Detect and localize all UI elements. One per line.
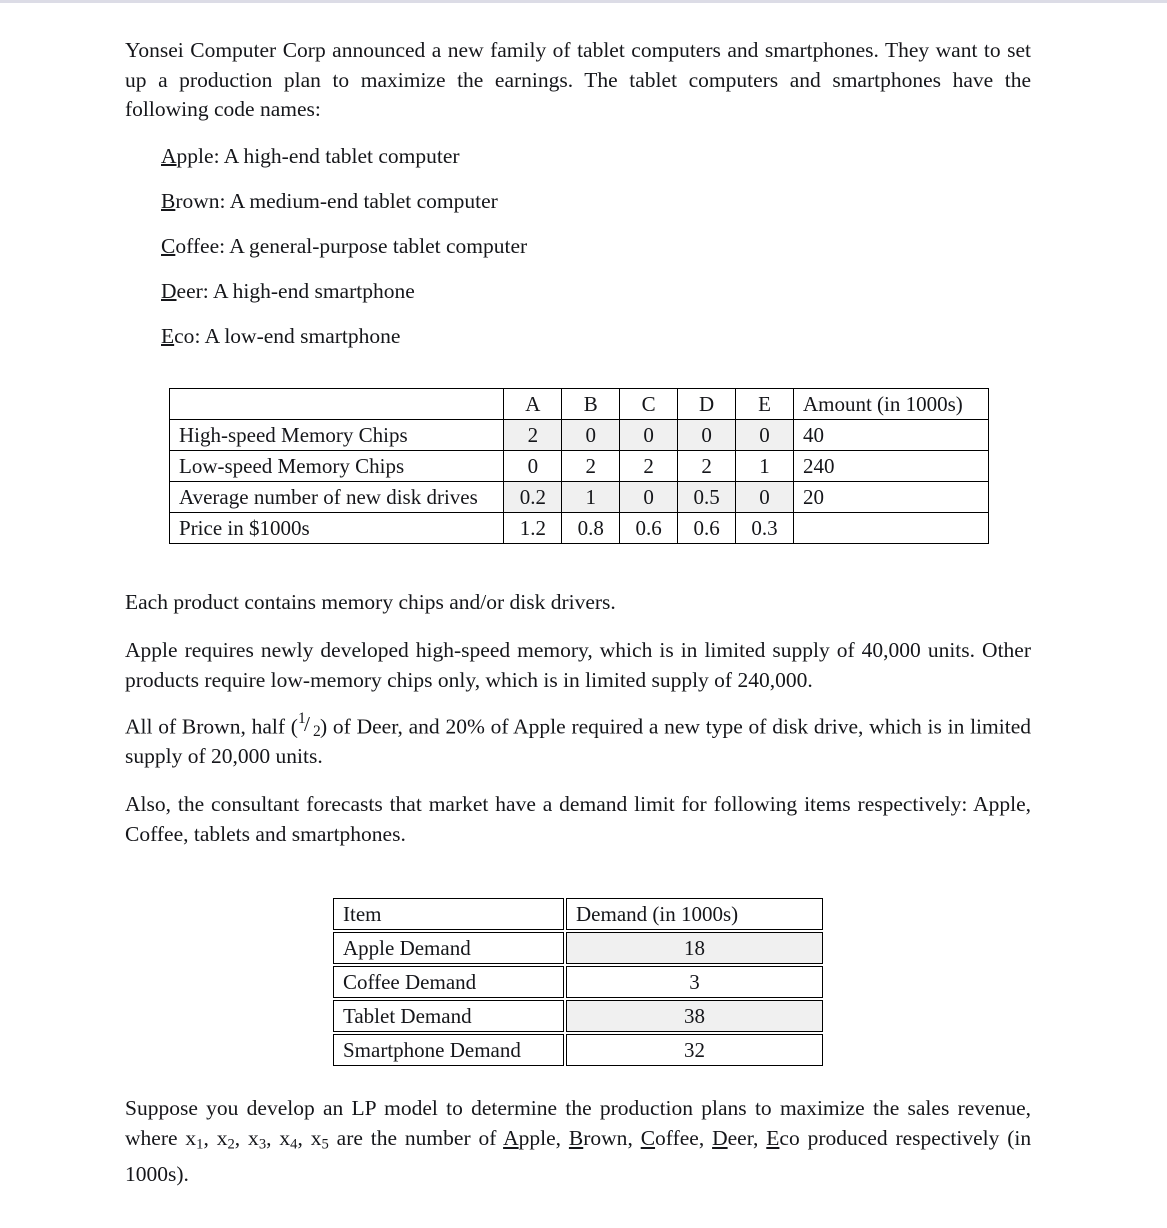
final-name-eco-initial: E: [766, 1125, 780, 1150]
cell-low-speed-e: 1: [736, 451, 794, 482]
table-row: [333, 1000, 823, 1032]
cell-disk-drives-b: 1: [562, 482, 620, 513]
final-sep-3: ,: [698, 1125, 713, 1150]
header-col-amount: Amount (in 1000s): [793, 389, 988, 420]
cell-disk-drives-amount: 20: [793, 482, 988, 513]
code-name-brown-rest: rown: [175, 189, 220, 213]
code-name-coffee-initial: C: [161, 234, 176, 258]
final-name-coffee-rest: offee: [655, 1125, 699, 1150]
subscript-x2: 2: [227, 1136, 235, 1153]
cell-low-speed-c: 2: [620, 451, 678, 482]
code-name-eco-rest: co: [174, 324, 195, 348]
demand-item-tablet: Tablet Demand: [333, 1000, 564, 1032]
table-header-row: [170, 389, 989, 420]
code-name-deer: [125, 277, 1031, 306]
subscript-x1: 1: [196, 1136, 204, 1153]
cell-low-speed-b: 2: [562, 451, 620, 482]
code-name-deer-rest: eer: [176, 279, 203, 303]
final-name-deer-initial: D: [712, 1125, 728, 1150]
cell-price-a: 1.2: [504, 513, 562, 544]
demand-item-smartphone: Smartphone Demand: [333, 1034, 564, 1066]
code-name-eco: [125, 322, 1031, 351]
final-sep-4: ,: [753, 1125, 767, 1150]
cell-low-speed-a: 0: [504, 451, 562, 482]
code-name-eco-initial: E: [161, 324, 175, 348]
header-col-d: D: [678, 389, 736, 420]
cell-price-b: 0.8: [562, 513, 620, 544]
final-text-pre: Suppose you develop an LP model to determine the production plans to maximize the sales revenue, where x: [125, 1096, 1031, 1150]
final-name-brown-initial: B: [568, 1125, 584, 1150]
demand-value-smartphone: 32: [566, 1034, 823, 1066]
paragraph-disk-drive: [125, 709, 1031, 772]
cell-high-speed-b: 0: [562, 420, 620, 451]
demand-header-value: Demand (in 1000s): [566, 898, 823, 930]
final-name-apple-rest: pple: [518, 1125, 556, 1150]
final-sep-2: ,: [627, 1125, 641, 1150]
code-name-apple-desc: : A high-end tablet computer: [213, 144, 460, 168]
cell-price-c: 0.6: [620, 513, 678, 544]
fraction-slash: /: [303, 711, 310, 736]
cell-high-speed-c: 0: [620, 420, 678, 451]
final-name-deer-rest: eer: [727, 1125, 754, 1150]
final-paragraph: [125, 1094, 1031, 1189]
demand-table: [331, 896, 825, 1068]
cell-low-speed-d: 2: [678, 451, 736, 482]
table-row: [170, 482, 989, 513]
code-name-apple-rest: pple: [176, 144, 214, 168]
cell-high-speed-amount: 40: [793, 420, 988, 451]
fraction-denominator: 2: [312, 722, 321, 740]
paragraph-each-product: Each product contains memory chips and/or disk drivers.: [125, 590, 616, 614]
code-name-coffee: [125, 232, 1031, 261]
code-name-apple-initial: A: [161, 144, 177, 168]
intro-paragraph: Yonsei Computer Corp announced a new family of tablet computers and smartphones. They want to set up a production plan to maximize the earnings. The tablet computers and smartphones have the following code names:: [125, 38, 1031, 121]
subscript-x5: 5: [321, 1136, 329, 1153]
cell-high-speed-e: 0: [736, 420, 794, 451]
demand-header-item: Item: [333, 898, 564, 930]
cell-high-speed-a: 2: [504, 420, 562, 451]
page-top-strip: [0, 0, 1167, 3]
row-label-disk-drives: Average number of new disk drives: [170, 482, 504, 513]
code-name-deer-desc: : A high-end smartphone: [202, 279, 415, 303]
table-row: [333, 932, 823, 964]
cell-high-speed-d: 0: [678, 420, 736, 451]
demand-item-coffee: Coffee Demand: [333, 966, 564, 998]
table-row: [170, 451, 989, 482]
one-half-fraction: [297, 709, 321, 740]
code-name-brown-initial: B: [161, 189, 176, 213]
code-name-coffee-desc: : A general-purpose tablet computer: [219, 234, 528, 258]
code-name-eco-desc: : A low-end smartphone: [194, 324, 401, 348]
disk-drive-text-post: ) of Deer, and 20% of Apple required a new type of disk drive, which is in limited supply of 20,000 units.: [125, 714, 1031, 768]
demand-item-apple: Apple Demand: [333, 932, 564, 964]
paragraph-apple-memory: Apple requires newly developed high-speed memory, which is in limited supply of 40,000 units. Other products require low-memory chips only, which is in limited supply of 240,000.: [125, 638, 1031, 692]
paragraph-demand-limit: Also, the consultant forecasts that market have a demand limit for following items respectively: Apple, Coffee, tablets and smartphones.: [125, 792, 1031, 846]
cell-price-amount: [793, 513, 988, 544]
demand-value-tablet: 38: [566, 1000, 823, 1032]
disk-drive-text-pre: All of Brown, half (: [125, 714, 298, 739]
table-row: [170, 420, 989, 451]
code-name-brown: [125, 187, 1031, 216]
header-col-a: A: [504, 389, 562, 420]
final-text-post: produced respectively (in 1000s).: [125, 1125, 1032, 1186]
row-label-price: Price in $1000s: [170, 513, 504, 544]
final-name-brown-rest: rown: [583, 1125, 628, 1150]
final-mid-3: , x: [266, 1125, 291, 1150]
final-sep-1: ,: [555, 1125, 569, 1150]
resource-requirements-table: [169, 388, 989, 544]
final-name-apple-initial: A: [503, 1125, 519, 1150]
table-row: [170, 513, 989, 544]
fraction-numerator: 1: [297, 709, 306, 727]
final-mid-4: , x: [297, 1125, 322, 1150]
cell-disk-drives-d: 0.5: [678, 482, 736, 513]
cell-price-e: 0.3: [736, 513, 794, 544]
final-mid-5: are the number of: [328, 1125, 504, 1150]
cell-disk-drives-e: 0: [736, 482, 794, 513]
demand-value-apple: 18: [566, 932, 823, 964]
row-label-high-speed-memory: High-speed Memory Chips: [170, 420, 504, 451]
final-name-coffee-initial: C: [640, 1125, 656, 1150]
demand-header-row: [333, 898, 823, 930]
row-label-low-speed-memory: Low-speed Memory Chips: [170, 451, 504, 482]
subscript-x4: 4: [290, 1136, 298, 1153]
final-name-eco-rest: co: [779, 1125, 800, 1150]
cell-price-d: 0.6: [678, 513, 736, 544]
cell-low-speed-amount: 240: [793, 451, 988, 482]
subscript-x3: 3: [258, 1136, 267, 1153]
final-mid-1: , x: [203, 1125, 228, 1150]
final-mid-2: , x: [234, 1125, 259, 1150]
header-col-e: E: [736, 389, 794, 420]
code-name-brown-desc: : A medium-end tablet computer: [219, 189, 498, 213]
cell-disk-drives-c: 0: [620, 482, 678, 513]
code-name-apple: [125, 142, 1031, 171]
table-row: [333, 1034, 823, 1066]
cell-disk-drives-a: 0.2: [504, 482, 562, 513]
code-name-coffee-rest: offee: [175, 234, 220, 258]
table-row: [333, 966, 823, 998]
demand-value-coffee: 3: [566, 966, 823, 998]
header-col-b: B: [562, 389, 620, 420]
header-blank: [170, 389, 504, 420]
header-col-c: C: [620, 389, 678, 420]
code-name-deer-initial: D: [161, 279, 177, 303]
